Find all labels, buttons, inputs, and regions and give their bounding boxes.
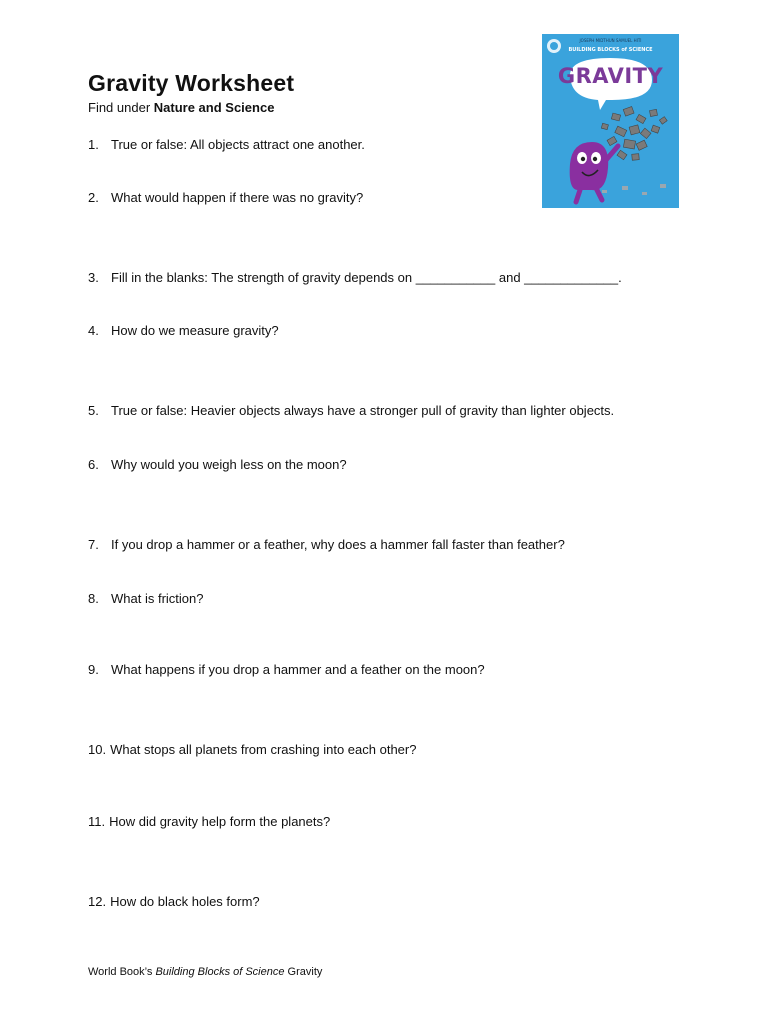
question-number: 7. [88,537,99,552]
question-item [88,537,565,553]
question-text: What happens if you drop a hammer and a feather on the moon? [111,662,485,677]
question-number: 5. [88,403,99,418]
question-text: True or false: All objects attract one another. [111,137,365,152]
question-item [88,814,330,830]
question-item [88,742,416,758]
question-item [88,137,365,153]
question-text: How do black holes form? [110,894,260,909]
question-text: What is friction? [111,591,204,606]
question-number: 8. [88,591,99,606]
footer-suffix: Gravity [284,966,323,978]
worksheet-subtitle [88,100,274,115]
question-number: 11. [88,814,106,829]
question-text: True or false: Heavier objects always have a stronger pull of gravity than lighter objects. [111,403,615,418]
book-cover-title: GRAVITY [557,64,664,88]
book-cover-authors: JOSEPH MIDTHUN SAMUEL HITI [579,38,642,43]
question-number: 4. [88,323,99,338]
question-number: 1. [88,137,99,152]
question-item [88,662,485,678]
question-item [88,270,622,286]
question-text: What stops all planets from crashing into each other? [110,742,417,757]
question-item [88,894,260,910]
question-item [88,403,614,419]
question-number: 12. [88,894,107,909]
question-text: Fill in the blanks: The strength of gravity depends on ___________ and _____________. [111,270,622,285]
question-number: 2. [88,190,99,205]
footer-prefix: World Book’s [88,966,156,978]
question-item [88,190,363,206]
book-cover-illustration [542,34,679,208]
question-text: How did gravity help form the planets? [109,814,331,829]
question-number: 10. [88,742,107,757]
question-item [88,457,347,473]
question-item [88,323,279,339]
question-item [88,591,203,607]
footer-series-title: Building Blocks of Science [155,966,285,978]
question-text: What would happen if there was no gravity? [111,190,364,205]
question-number: 9. [88,662,99,677]
footer-credit [88,966,322,978]
question-number: 3. [88,270,99,285]
subtitle-prefix: Find under [88,100,154,115]
worksheet-title: Gravity Worksheet [88,70,295,96]
subtitle-category: Nature and Science [153,100,275,115]
book-cover-series: BUILDING BLOCKS of SCIENCE [568,47,653,53]
question-text: How do we measure gravity? [111,323,279,338]
question-number: 6. [88,457,99,472]
book-cover [542,34,679,208]
question-text: If you drop a hammer or a feather, why does a hammer fall faster than feather? [111,537,565,552]
question-text: Why would you weigh less on the moon? [111,457,347,472]
